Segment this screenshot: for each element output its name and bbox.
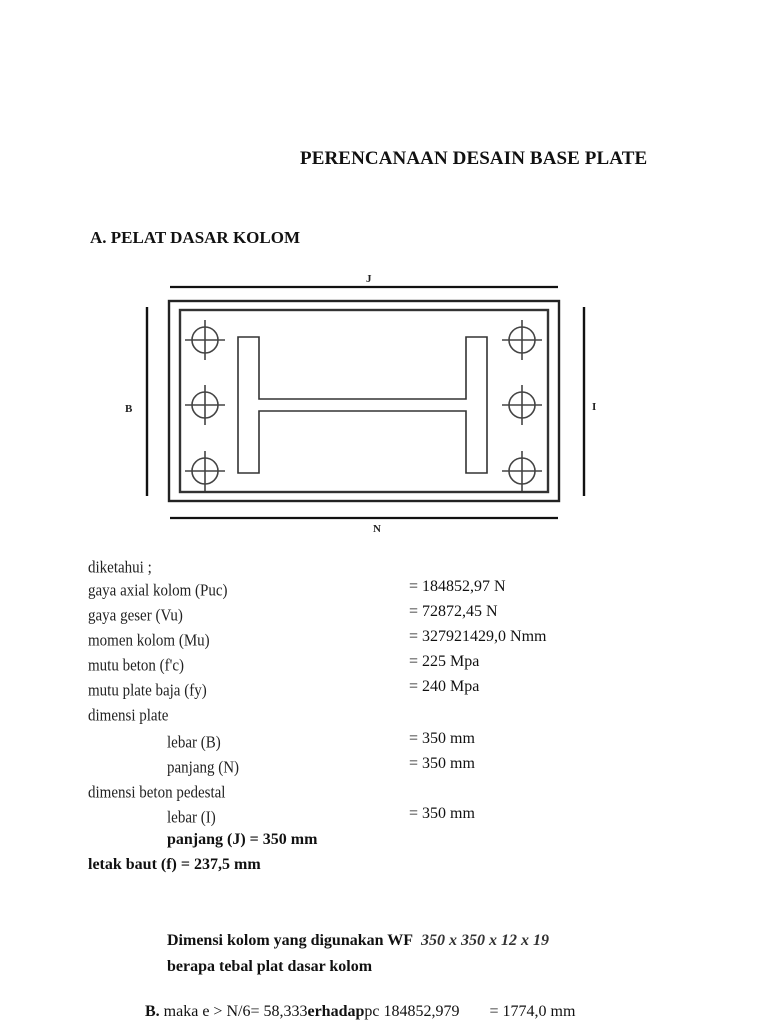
part-b-line	[145, 1003, 575, 1021]
plate-length-label: panjang (N)	[167, 759, 240, 777]
shear-force-value: = 72872,45 N	[409, 603, 498, 620]
diagram-label-j: J	[366, 273, 372, 285]
pedestal-width-value: = 350 mm	[409, 805, 475, 822]
pedestal-length-line: panjang (J) = 350 mm	[167, 831, 318, 848]
axial-force-value: = 184852,97 N	[409, 578, 506, 595]
part-b-text-2: erhadap	[307, 1003, 365, 1020]
concrete-grade-value: = 225 Mpa	[409, 653, 480, 670]
diagram-label-i: I	[592, 401, 597, 413]
section-a-heading: A. PELAT DASAR KOLOM	[90, 228, 301, 247]
plate-length-value: = 350 mm	[409, 755, 475, 772]
column-dimension-text: Dimensi kolom yang digunakan WF	[167, 932, 413, 949]
part-b-text-1: maka e > N/6= 58,333	[163, 1003, 308, 1020]
base-plate-diagram	[120, 264, 604, 542]
part-b-text-3: pc 184852,979	[364, 1003, 460, 1020]
concrete-grade-label: mutu beton (f'c)	[88, 657, 185, 675]
diagram-label-b: B	[125, 403, 133, 415]
shear-force-label: gaya geser (Vu)	[88, 607, 183, 625]
plate-width-value: = 350 mm	[409, 730, 475, 747]
bolt-position-line: letak baut (f) = 237,5 mm	[88, 856, 261, 873]
part-b-label: B.	[145, 1003, 160, 1020]
diagram-label-n: N	[373, 523, 381, 535]
moment-value: = 327921429,0 Nmm	[409, 628, 547, 645]
pedestal-dimension-heading: dimensi beton pedestal	[88, 784, 226, 802]
given-heading: diketahui ;	[88, 559, 152, 577]
steel-grade-label: mutu plate baja (fy)	[88, 682, 207, 700]
plate-dimension-heading: dimensi plate	[88, 707, 169, 725]
page-title: PERENCANAAN DESAIN BASE PLATE	[300, 148, 648, 169]
pedestal-width-label: lebar (I)	[167, 809, 216, 827]
column-dimension-line	[167, 932, 549, 950]
steel-grade-value: = 240 Mpa	[409, 678, 480, 695]
plate-thickness-question: berapa tebal plat dasar kolom	[167, 958, 373, 975]
column-dimension-value: 350 x 350 x 12 x 19	[421, 932, 549, 949]
axial-force-label: gaya axial kolom (Puc)	[88, 582, 228, 600]
moment-label: momen kolom (Mu)	[88, 632, 210, 650]
plate-width-label: lebar (B)	[167, 734, 221, 752]
part-b-text-4: = 1774,0 mm	[489, 1003, 576, 1020]
